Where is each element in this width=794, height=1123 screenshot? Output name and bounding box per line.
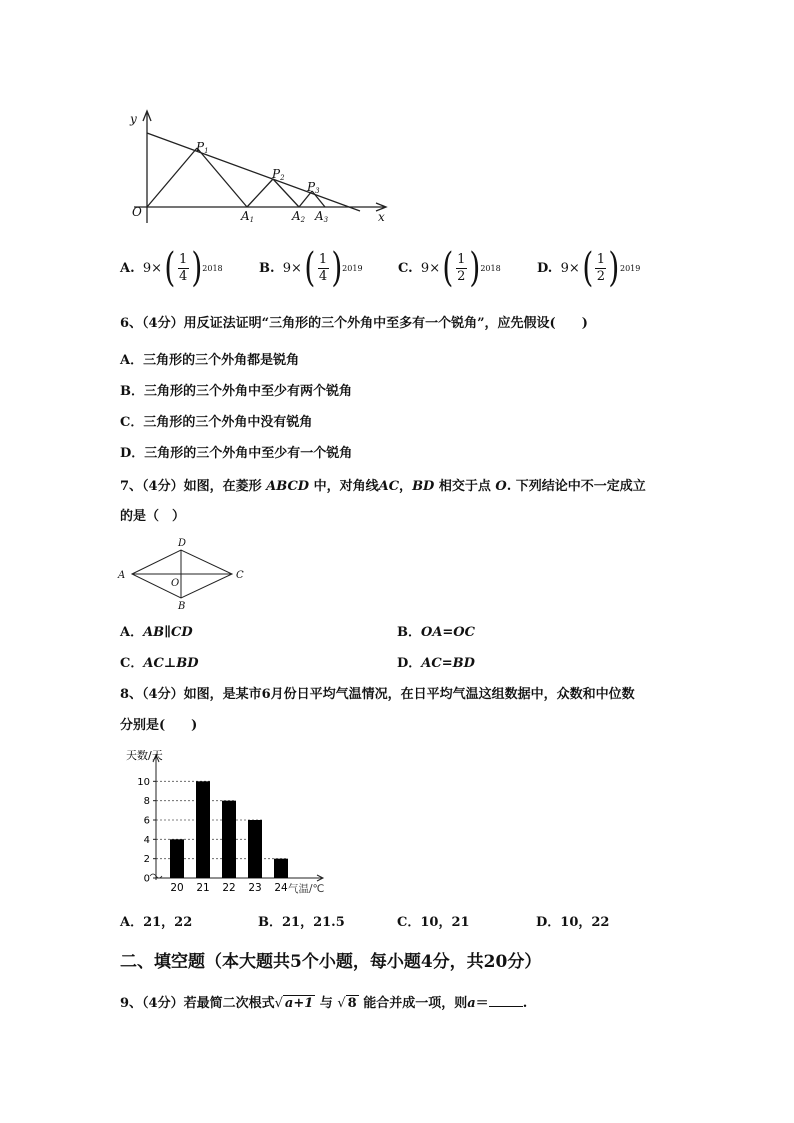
rhombus-label-c: C	[236, 570, 244, 581]
q7-stem-line2: 的是（ ）	[120, 509, 186, 524]
q5-option-b: B. 9× ( $\frac{1}{4}$ ) 2019	[259, 245, 363, 291]
x-tick-label: 20	[170, 882, 184, 894]
label-a1: A1	[241, 209, 255, 224]
q8-option-c: C．10，21	[397, 915, 470, 930]
label-y: y	[130, 112, 137, 126]
figure-p-points	[110, 105, 400, 230]
q6-option-d: D．三角形的三个外角中至少有一个锐角	[120, 446, 353, 461]
q8-stem: 8、（4分）如图，是某市6月份日平均气温情况，在日平均气温这组数据中，众数和中位数	[120, 687, 635, 702]
label-p2: P2	[272, 167, 285, 182]
x-tick-label: 22	[222, 882, 236, 894]
q6-option-c: C．三角形的三个外角中没有锐角	[120, 415, 313, 430]
label-origin: O	[132, 205, 142, 219]
y-tick-label: 4	[143, 834, 150, 846]
q9-stem: 9、（4分）若最简二次根式√ a+1 与 √ 8 能合并成一项，则a＝ .	[120, 996, 528, 1011]
label-a3: A3	[315, 209, 329, 224]
x-tick-label: 24	[274, 882, 288, 894]
q6-option-b: B．三角形的三个外角中至少有两个锐角	[120, 384, 352, 399]
q7-stem: 7、（4分）如图，在菱形 ABCD 中，对角线AC，BD 相交于点 O. 下列结论中不一定成立	[120, 479, 646, 494]
y-tick-label: 0	[143, 873, 150, 885]
q5-option-d: D. 9× ( $\frac{1}{2}$ ) 2019	[537, 245, 641, 291]
y-tick-label: 6	[143, 815, 150, 827]
q7-option-a: A．AB∥CD	[120, 625, 193, 640]
rhombus-label-b: B	[178, 601, 186, 612]
q7-option-b: B．OA=OC	[397, 625, 475, 640]
bar	[222, 801, 236, 878]
y-axis-label: 天数/天	[126, 750, 163, 762]
q8-option-b: B．21，21.5	[258, 915, 345, 930]
section-2-title: 二、填空题（本大题共5个小题，每小题4分，共20分）	[120, 952, 542, 972]
q6-stem: 6、（4分）用反证法证明“三角形的三个外角中至多有一个锐角”，应先假设( )	[120, 316, 588, 331]
label-p3: P3	[307, 180, 320, 195]
y-tick-label: 10	[137, 776, 150, 788]
x-axis-label: 气温/℃	[288, 883, 325, 895]
q7-option-c: C．AC⊥BD	[120, 656, 199, 671]
bar	[170, 839, 184, 878]
bar	[274, 859, 288, 878]
temperature-bar-chart	[118, 750, 348, 895]
y-tick-label: 2	[143, 854, 150, 866]
x-tick-label: 23	[248, 882, 262, 894]
label-a2: A2	[292, 209, 306, 224]
q8-stem-line2: 分别是( )	[120, 718, 198, 733]
rhombus-label-a: A	[118, 570, 126, 581]
q8-option-a: A．21，22	[120, 915, 193, 930]
bar	[248, 820, 262, 878]
bar	[196, 781, 210, 878]
label-p1: P1	[196, 140, 209, 155]
q7-option-d: D．AC=BD	[397, 656, 475, 671]
q5-option-a: A. 9× ( $\frac{1}{4}$ ) 2018	[120, 245, 223, 291]
answer-blank[interactable]	[489, 994, 523, 1007]
rhombus-label-o: O	[171, 578, 180, 589]
q6-option-a: A．三角形的三个外角都是锐角	[120, 353, 300, 368]
rhombus-figure	[114, 535, 254, 615]
q8-option-d: D．10，22	[536, 915, 610, 930]
rhombus-label-d: D	[178, 538, 187, 549]
x-tick-label: 21	[196, 882, 210, 894]
q5-option-c: C. 9× ( $\frac{1}{2}$ ) 2018	[398, 245, 501, 291]
label-x: x	[378, 210, 385, 224]
y-tick-label: 8	[143, 796, 150, 808]
